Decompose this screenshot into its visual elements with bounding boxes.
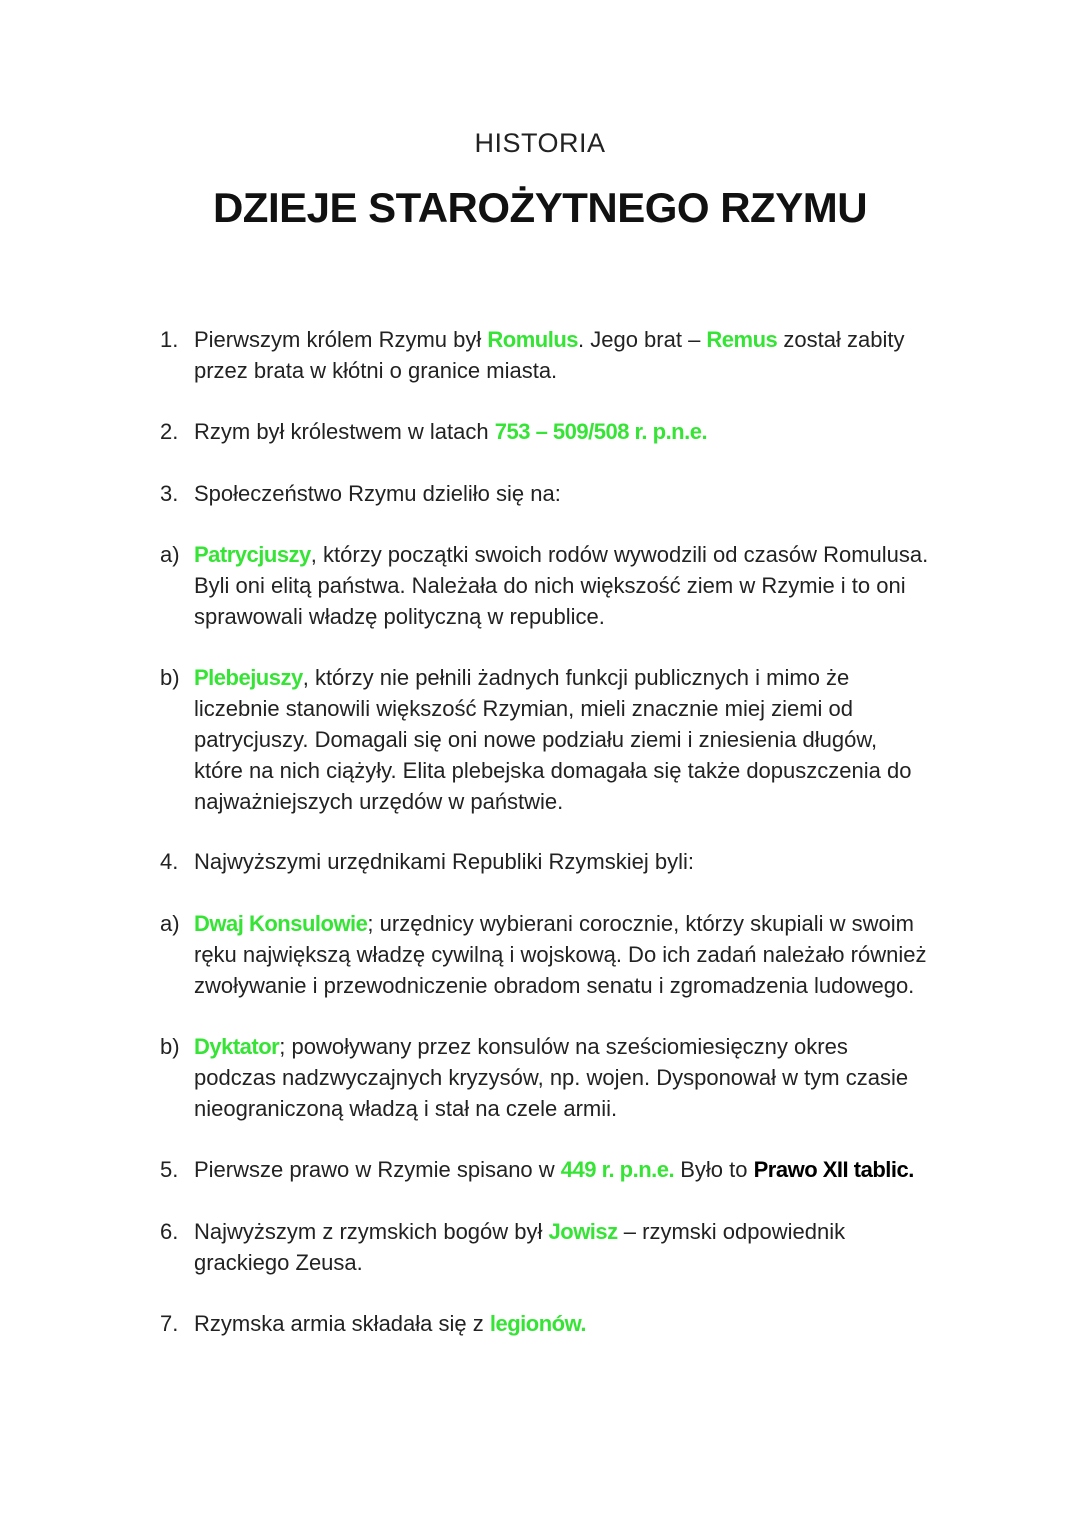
highlighted-term: 753 – 509/508 r. p.n.e. — [494, 419, 708, 444]
list-item — [160, 1031, 960, 1124]
list-marker: b) — [160, 665, 180, 690]
subject-heading: HISTORIA — [474, 128, 606, 158]
page-title: DZIEJE STAROŻYTNEGO RZYMU — [212, 184, 868, 231]
list-item-text — [194, 908, 960, 1001]
list-item-text — [194, 478, 960, 509]
text-run: ręku największą władzę cywilną i wojskową. Do ich zadań należało również — [194, 942, 927, 967]
highlighted-term: Remus — [706, 327, 778, 352]
text-run: patrycjuszy. Domagali się oni nowe podziału ziemi i zniesienia długów, — [194, 727, 878, 752]
list-item-text — [194, 1308, 960, 1339]
highlighted-term: Plebejuszy — [194, 665, 303, 690]
list-marker: 4. — [160, 849, 179, 874]
highlighted-term: legionów. — [489, 1311, 586, 1336]
list-item — [160, 416, 960, 447]
list-item-text — [194, 416, 960, 447]
highlighted-term: 449 r. p.n.e. — [560, 1157, 675, 1182]
list-marker: a) — [160, 542, 180, 567]
list-item-text — [194, 324, 960, 386]
text-run: Społeczeństwo Rzymu dzieliło się na: — [194, 481, 561, 506]
text-run: podczas nadzwyczajnych kryzysów, np. wojen. Dysponował w tym czasie — [194, 1065, 909, 1090]
list-item — [160, 662, 960, 817]
list-marker: 6. — [160, 1219, 179, 1244]
list-item-text — [194, 662, 960, 817]
list-marker: 3. — [160, 481, 179, 506]
list-item-text — [194, 539, 960, 632]
list-item — [160, 539, 960, 632]
text-run: . Jego brat – — [578, 327, 707, 352]
text-run: Najwyższymi urzędnikami Republiki Rzymskiej byli: — [194, 849, 695, 874]
highlighted-term: Patrycjuszy — [194, 542, 311, 567]
highlighted-term: Dyktator — [194, 1034, 280, 1059]
list-marker: a) — [160, 911, 180, 936]
text-run: które na nich ciążyły. Elita plebejska domagała się także dopuszczenia do — [194, 758, 912, 783]
text-run: Rzym był królestwem w latach — [194, 419, 495, 444]
list-item — [160, 1154, 960, 1185]
highlighted-term: Romulus — [487, 327, 578, 352]
text-run: przez brata w kłótni o granice miasta. — [194, 358, 558, 383]
text-run: Pierwsze prawo w Rzymie spisano w — [194, 1157, 561, 1182]
text-run: Było to — [674, 1157, 754, 1182]
text-run: sprawowali władzę polityczną w republice. — [194, 604, 605, 629]
highlighted-term: Dwaj Konsulowie — [194, 911, 368, 936]
text-run: Rzymska armia składała się z — [194, 1311, 490, 1336]
text-run: najważniejszych urzędów w państwie. — [194, 789, 564, 814]
text-run: Pierwszym królem Rzymu był — [194, 327, 488, 352]
list-item — [160, 846, 960, 877]
text-run: liczebnie stanowili większość Rzymian, mieli znacznie miej ziemi od — [194, 696, 854, 721]
text-run: Byli oni elitą państwa. Należała do nich większość ziem w Rzymie i to oni — [194, 573, 906, 598]
list-item — [160, 478, 960, 509]
text-run: , którzy początki swoich rodów wywodzili od czasów Romulusa. — [310, 542, 929, 567]
list-item-text — [194, 846, 960, 877]
list-marker: 1. — [160, 327, 179, 352]
highlighted-term: Jowisz — [548, 1219, 618, 1244]
list-marker: 2. — [160, 419, 179, 444]
list-item — [160, 908, 960, 1001]
list-marker: 5. — [160, 1157, 179, 1182]
bold-term: Prawo XII tablic. — [753, 1157, 914, 1182]
text-run: – rzymski odpowiednik — [617, 1219, 846, 1244]
list-marker: b) — [160, 1034, 180, 1059]
text-run: Najwyższym z rzymskich bogów był — [194, 1219, 549, 1244]
text-run: , którzy nie pełnili żadnych funkcji publicznych i mimo że — [302, 665, 850, 690]
text-run: nieograniczoną władzą i stał na czele armii. — [194, 1096, 618, 1121]
list-item-text — [194, 1216, 960, 1278]
list-item — [160, 1308, 960, 1339]
list-item — [160, 1216, 960, 1278]
list-marker: 7. — [160, 1311, 179, 1336]
list-item-text — [194, 1154, 960, 1185]
text-run: ; urzędnicy wybierani corocznie, którzy skupiali w swoim — [367, 911, 914, 936]
text-run: grackiego Zeusa. — [194, 1250, 363, 1275]
text-run: zwoływanie i przewodniczenie obradom senatu i zgromadzenia ludowego. — [194, 973, 915, 998]
text-run: ; powoływany przez konsulów na sześciomiesięczny okres — [279, 1034, 848, 1059]
list-item-text — [194, 1031, 960, 1124]
text-run: został zabity — [777, 327, 905, 352]
list-item — [160, 324, 960, 386]
